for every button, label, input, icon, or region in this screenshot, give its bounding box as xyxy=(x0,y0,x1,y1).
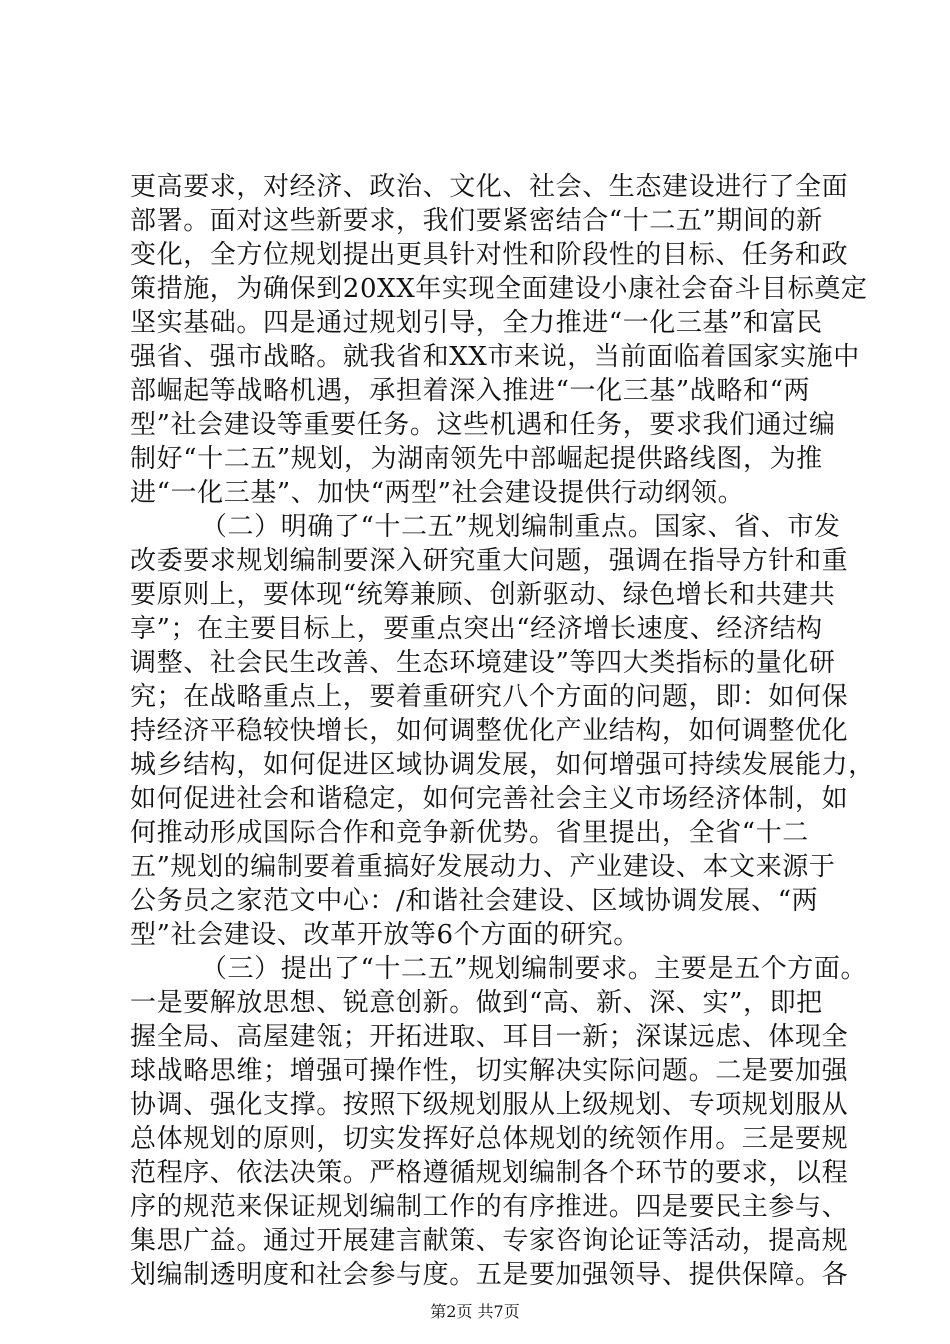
text-line: 总体规划的原则，切实发挥好总体规划的统领作用。三是要规 xyxy=(130,1124,849,1154)
text-line: 持经济平稳较快增长，如何调整优化产业结构，如何调整优化 xyxy=(130,716,849,746)
text-line: 公务员之家范文中心：/和谐社会建设、区域协调发展、“两 xyxy=(130,886,819,916)
text-line: 究；在战略重点上，要着重研究八个方面的问题，即：如何保 xyxy=(130,682,849,712)
document-body xyxy=(130,170,875,1292)
text-line: 划编制透明度和社会参与度。五是要加强领导、提供保障。各 xyxy=(130,1260,849,1290)
text-line: 制好“十二五”规划，为湖南领先中部崛起提供路线图，为推 xyxy=(130,444,823,474)
text-line: 策措施，为确保到20XX年实现全面建设小康社会奋斗目标奠定 xyxy=(130,274,868,304)
text-line: 部崛起等战略机遇，承担着深入推进“一化三基”战略和“两 xyxy=(130,376,811,406)
text-line: 城乡结构，如何促进区域协调发展，如何增强可持续发展能力， xyxy=(130,750,875,780)
text-line: 调整、社会民生改善、生态环境建设”等四大类指标的量化研 xyxy=(130,648,836,678)
text-line: 型”社会建设等重要任务。这些机遇和任务，要求我们通过编 xyxy=(130,410,836,440)
text-line: 球战略思维；增强可操作性，切实解决实际问题。二是要加强 xyxy=(130,1056,849,1086)
text-line: 五”规划的编制要着重搞好发展动力、产业建设、本文来源于 xyxy=(130,852,836,882)
page-number-footer: 第2页 共7页 xyxy=(430,1302,520,1321)
text-line: 如何促进社会和谐稳定，如何完善社会主义市场经济体制，如 xyxy=(130,784,849,814)
text-line: 坚实基础。四是通过规划引导，全力推进“一化三基”和富民 xyxy=(130,308,823,338)
text-line: 范程序、依法决策。严格遵循规划编制各个环节的要求，以程 xyxy=(130,1158,849,1188)
text-line: 握全局、高屋建瓴；开拓进取、耳目一新；深谋远虑、体现全 xyxy=(130,1022,849,1052)
text-line: 集思广益。通过开展建言献策、专家咨询论证等活动，提高规 xyxy=(130,1226,849,1256)
text-line: 强省、强市战略。就我省和XX市来说，当前面临着国家实施中 xyxy=(130,342,860,372)
text-line: 改委要求规划编制要深入研究重大问题，强调在指导方针和重 xyxy=(130,546,849,576)
text-line: 更高要求，对经济、政治、文化、社会、生态建设进行了全面 xyxy=(130,172,849,202)
text-line: 部署。面对这些新要求，我们要紧密结合“十二五”期间的新 xyxy=(130,206,823,236)
text-line: 序的规范来保证规划编制工作的有序推进。四是要民主参与、 xyxy=(130,1192,849,1222)
text-line: 要原则上，要体现“统筹兼顾、创新驱动、绿色增长和共建共 xyxy=(130,580,836,610)
text-line: 享”；在主要目标上，要重点突出“经济增长速度、经济结构 xyxy=(130,614,823,644)
text-line: （二）明确了“十二五”规划编制重点。国家、省、市发 xyxy=(130,512,841,542)
text-line: 进“一化三基”、加快“两型”社会建设提供行动纲领。 xyxy=(130,478,745,508)
text-line: 一是要解放思想、锐意创新。做到“高、新、深、实”，即把 xyxy=(130,988,823,1018)
text-line: 变化，全方位规划提出更具针对性和阶段性的目标、任务和政 xyxy=(130,240,849,270)
text-line: （三）提出了“十二五”规划编制要求。主要是五个方面。 xyxy=(130,954,868,984)
text-line: 何推动形成国际合作和竞争新优势。省里提出，全省“十二 xyxy=(130,818,809,848)
text-line: 型”社会建设、改革开放等6个方面的研究。 xyxy=(130,920,640,950)
text-line: 协调、强化支撑。按照下级规划服从上级规划、专项规划服从 xyxy=(130,1090,849,1120)
